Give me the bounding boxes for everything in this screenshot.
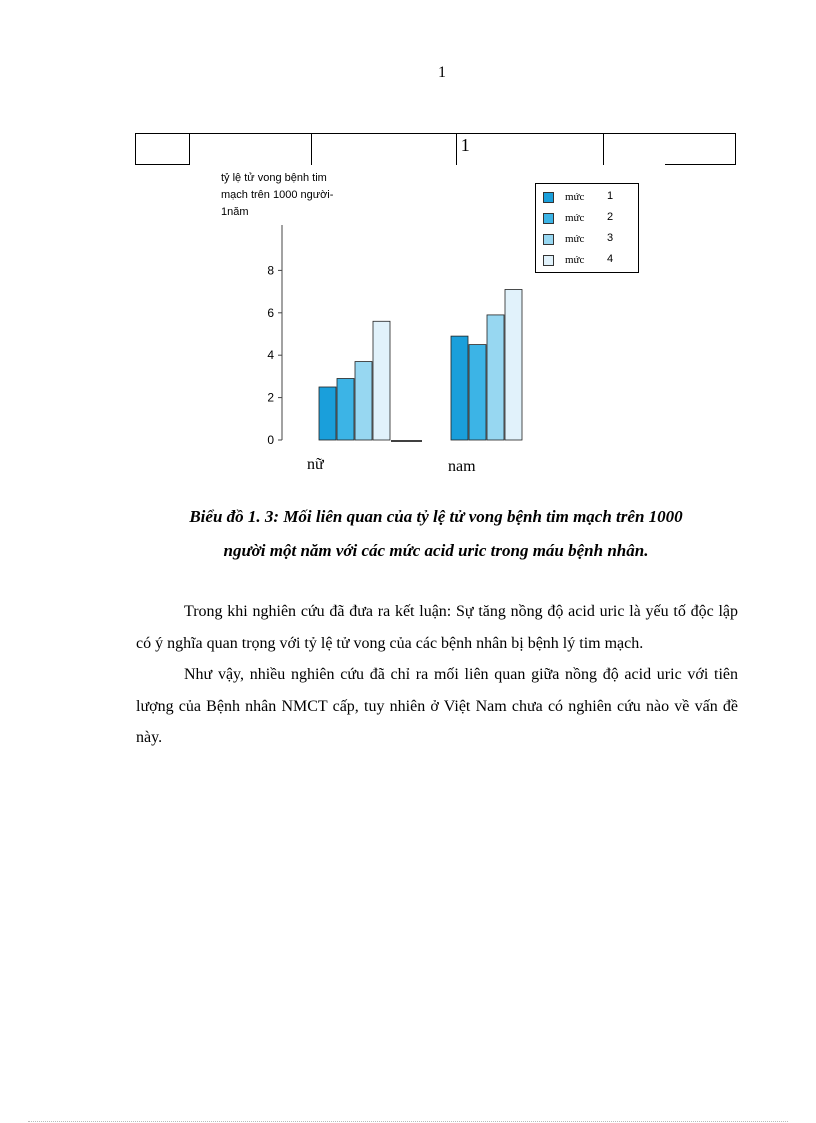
figure-caption [110,500,762,568]
chart-legend [535,183,639,273]
ylabel-line: 1năm [221,206,249,218]
legend-label: mức [565,233,585,245]
legend-swatch [543,192,554,203]
ylabel-line: mạch trên 1000 người- [221,189,334,201]
legend-number: 2 [607,211,614,223]
paragraph: Trong khi nghiên cứu đã đưa ra kết luận: Sự tăng nồng độ acid uric là yếu tố độc lập có ý nghĩa quan trọng với tỷ lệ tử vong của các bệnh nhân bị bệnh lý tim mạch. [136,603,738,652]
page-bottom-rule [28,1121,788,1122]
header-cell [189,134,311,165]
legend-item [543,211,633,227]
y-tick-label: 4 [267,348,274,363]
legend-number: 3 [607,232,614,244]
ylabel-line: tỷ lệ tử vong bệnh tim [221,172,327,184]
y-tick-label: 6 [267,305,274,320]
bar [337,379,354,440]
legend-swatch [543,213,554,224]
bar [373,321,390,440]
caption-line: người một năm với các mức acid uric trong máu bệnh nhân. [223,541,649,560]
header-cell: 1 [456,134,603,165]
category-label-nam: nam [448,458,476,475]
page-number: 1 [438,64,446,81]
header-cell [603,134,735,165]
bar [487,315,504,440]
caption-line: Biểu đồ 1. 3: Mối liên quan của tỷ lệ tử vong bệnh tim mạch trên 1000 [189,507,683,526]
legend-item [543,253,633,269]
category-label-nu: nữ [307,456,324,473]
bar [469,345,486,440]
y-tick-label: 8 [267,263,274,278]
legend-item [543,190,633,206]
legend-number: 1 [607,190,614,202]
header-table [135,133,736,165]
legend-label: mức [565,212,585,224]
y-tick-label: 0 [267,433,274,447]
bar [355,362,372,440]
y-tick-label: 2 [267,390,274,405]
bar [319,387,336,440]
header-cell [136,134,190,165]
body-text [136,596,738,754]
legend-swatch [543,255,554,266]
bar [451,336,468,440]
bar [505,289,522,440]
legend-number: 4 [607,253,614,265]
chart [215,170,635,480]
header-cell [311,134,456,165]
legend-swatch [543,234,554,245]
legend-label: mức [565,191,585,203]
legend-label: mức [565,254,585,266]
legend-item [543,232,633,248]
paragraph: Như vậy, nhiều nghiên cứu đã chỉ ra mối liên quan giữa nồng độ acid uric với tiên lượng của Bệnh nhân NMCT cấp, tuy nhiên ở Việt Nam chưa có nghiên cứu nào về vấn đề này. [136,666,738,746]
